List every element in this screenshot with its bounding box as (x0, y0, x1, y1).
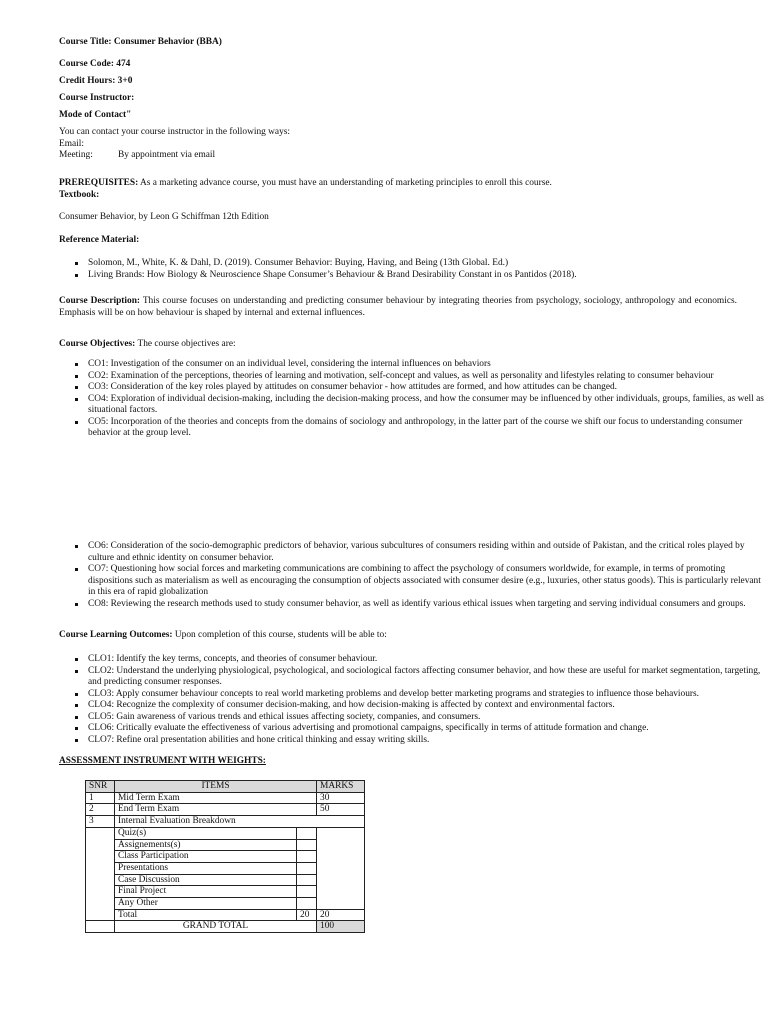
marks-cell (317, 827, 365, 839)
objectives-list-1 (59, 359, 768, 440)
assessment-table (85, 780, 365, 933)
list-item: CO8: Reviewing the research methods used to study consumer behavior, as well as identify various ethical issues when targeting and serving individual consumers and groups. (59, 599, 768, 611)
marks-cell (317, 862, 365, 874)
meeting-value: By appointment via email (118, 150, 216, 160)
list-item: CO1: Investigation of the consumer on an individual level, considering the internal influences on behaviors (59, 359, 768, 371)
meeting-label: Meeting: (59, 150, 93, 160)
snr-cell: 1 (86, 792, 115, 804)
table-row (86, 886, 365, 898)
table-row (86, 862, 365, 874)
item-cell: Internal Evaluation Breakdown (115, 816, 365, 828)
prerequisites-text: As a marketing advance course, you must have an understanding of marketing principles to enroll this course. (138, 178, 552, 188)
marks-header: MARKS (317, 781, 365, 793)
credit-hours-line: Credit Hours: 3+0 (59, 76, 133, 86)
list-item: CO5: Incorporation of the theories and concepts from the domains of sociology and anthropology, in the latter part of the course we shift our focus to understanding consumer behavior at the group level. (59, 417, 768, 440)
textbook-value: Consumer Behavior, by Leon G Schiffman 12th Edition (59, 212, 269, 222)
email-label: Email: (59, 139, 84, 149)
items-header: ITEMS (115, 781, 317, 793)
weight-cell (297, 827, 317, 839)
weight-cell (297, 886, 317, 898)
course-title-line: Course Title: Consumer Behavior (BBA) (59, 37, 222, 47)
list-item: CO7: Questioning how social forces and marketing communications are combining to affect the psychology of consumers worldwide, for example, in terms of promoting dispositions such as materialism as well as encouraging the consumption of objects associated with consumer desire (e.g., luxuries, other status goods). This is particularly relevant in this era of rapid globalization (59, 564, 768, 599)
sub-item-cell: Class Participation (115, 851, 297, 863)
weight-cell (297, 874, 317, 886)
list-item: CLO7: Refine oral presentation abilities and hone critical thinking and essay writing skills. (59, 735, 768, 747)
prerequisites-label: PREREQUISITES: (59, 178, 139, 188)
marks-cell (317, 851, 365, 863)
textbook-label: Textbook: (59, 190, 100, 200)
snr-cell: 3 (86, 816, 115, 828)
table-row (86, 827, 365, 839)
outcomes-heading (59, 630, 387, 642)
course-code-line: Course Code: 474 (59, 59, 131, 69)
item-cell: End Term Exam (115, 804, 317, 816)
snr-blank-cell (86, 921, 115, 933)
table-row (86, 851, 365, 863)
list-item: CLO5: Gain awareness of various trends and ethical issues affecting society, companies, and consumers. (59, 712, 768, 724)
objectives-label: Course Objectives: (59, 339, 136, 349)
sub-item-cell: Assignements(s) (115, 839, 297, 851)
assessment-heading: ASSESSMENT INSTRUMENT WITH WEIGHTS: (59, 756, 266, 766)
weight-cell (297, 862, 317, 874)
grand-total-label: GRAND TOTAL (115, 921, 317, 933)
sub-item-cell: Total (115, 909, 297, 921)
weight-cell (297, 898, 317, 910)
marks-cell: 20 (317, 909, 365, 921)
course-description (59, 296, 737, 319)
reference-list (59, 258, 749, 281)
list-item: CLO2: Understand the underlying physiological, psychological, and sociological factors affecting consumer behavior, and how these are useful for market segmentation, targeting, and predicting consumer responses. (59, 666, 768, 689)
weight-cell: 20 (297, 909, 317, 921)
table-row (86, 792, 365, 804)
sub-item-cell: Any Other (115, 898, 297, 910)
mode-of-contact-line: Mode of Contact" (59, 110, 132, 120)
course-instructor-line: Course Instructor: (59, 93, 135, 103)
grand-total-row (86, 921, 365, 933)
table-row (86, 874, 365, 886)
table-row (86, 898, 365, 910)
objectives-intro: The course objectives are: (135, 339, 236, 349)
list-item: CO3: Consideration of the key roles played by attitudes on consumer behavior - how attitudes are formed, and how attitudes can be changed. (59, 382, 768, 394)
objectives-list-2 (59, 541, 768, 610)
list-item: CLO1: Identify the key terms, concepts, and theories of consumer behaviour. (59, 654, 768, 666)
grand-total-marks: 100 (317, 921, 365, 933)
reference-label: Reference Material: (59, 235, 140, 245)
marks-cell (317, 898, 365, 910)
objectives-heading (59, 339, 236, 351)
list-item: CLO4: Recognize the complexity of consumer decision-making, and how decision-making is affected by context and environmental factors. (59, 700, 768, 712)
marks-cell (317, 886, 365, 898)
table-row (86, 816, 365, 828)
sub-item-cell: Quiz(s) (115, 827, 297, 839)
marks-cell: 30 (317, 792, 365, 804)
outcomes-label: Course Learning Outcomes: (59, 630, 173, 640)
table-row (86, 909, 365, 921)
list-item: CO6: Consideration of the socio-demographic predictors of behavior, various subcultures of consumers residing within and outside of Pakistan, and the critical roles played by culture and ethnic identity on consumer behavior. (59, 541, 768, 564)
outcomes-list (59, 654, 768, 746)
marks-cell (317, 874, 365, 886)
list-item: CO2: Examination of the perceptions, theories of learning and motivation, self-concept and values, as well as personality and lifestyles relating to consumer behaviour (59, 371, 768, 383)
sub-item-cell: Final Project (115, 886, 297, 898)
table-row (86, 839, 365, 851)
description-label: Course Description: (59, 296, 141, 306)
table-header-row (86, 781, 365, 793)
weight-cell (297, 839, 317, 851)
description-text: This course focuses on understanding and predicting consumer behaviour by integrating theories from psychology, sociology, anthropology and economics. Emphasis will be on how behaviour is shaped by internal and external influences. (59, 296, 737, 318)
list-item: Solomon, M., White, K. & Dahl, D. (2019). Consumer Behavior: Buying, Having, and Being (13th Global. Ed.) (59, 258, 749, 270)
weight-cell (297, 851, 317, 863)
list-item: CLO3: Apply consumer behaviour concepts to real world marketing problems and develop better marketing programs and strategies to influence those behaviours. (59, 689, 768, 701)
contact-intro: You can contact your course instructor in the following ways: (59, 127, 291, 137)
list-item: CO4: Exploration of individual decision-making, including the decision-making process, and how the consumer may be influenced by other individuals, groups, families, as well as situational factors. (59, 394, 768, 417)
list-item: Living Brands: How Biology & Neuroscience Shape Consumer’s Behaviour & Brand Desirability Constant in os Pantidos (2018). (59, 270, 749, 282)
prerequisites-line (59, 178, 749, 190)
snr-cell: 2 (86, 804, 115, 816)
item-cell: Mid Term Exam (115, 792, 317, 804)
snr-blank-cell (86, 827, 115, 921)
sub-item-cell: Presentations (115, 862, 297, 874)
list-item: CLO6: Critically evaluate the effectiveness of various advertising and promotional campaigns, specifically in terms of attitude formation and change. (59, 723, 768, 735)
marks-cell: 50 (317, 804, 365, 816)
marks-cell (317, 839, 365, 851)
snr-header: SNR (86, 781, 115, 793)
table-row (86, 804, 365, 816)
sub-item-cell: Case Discussion (115, 874, 297, 886)
outcomes-intro: Upon completion of this course, students will be able to: (172, 630, 387, 640)
